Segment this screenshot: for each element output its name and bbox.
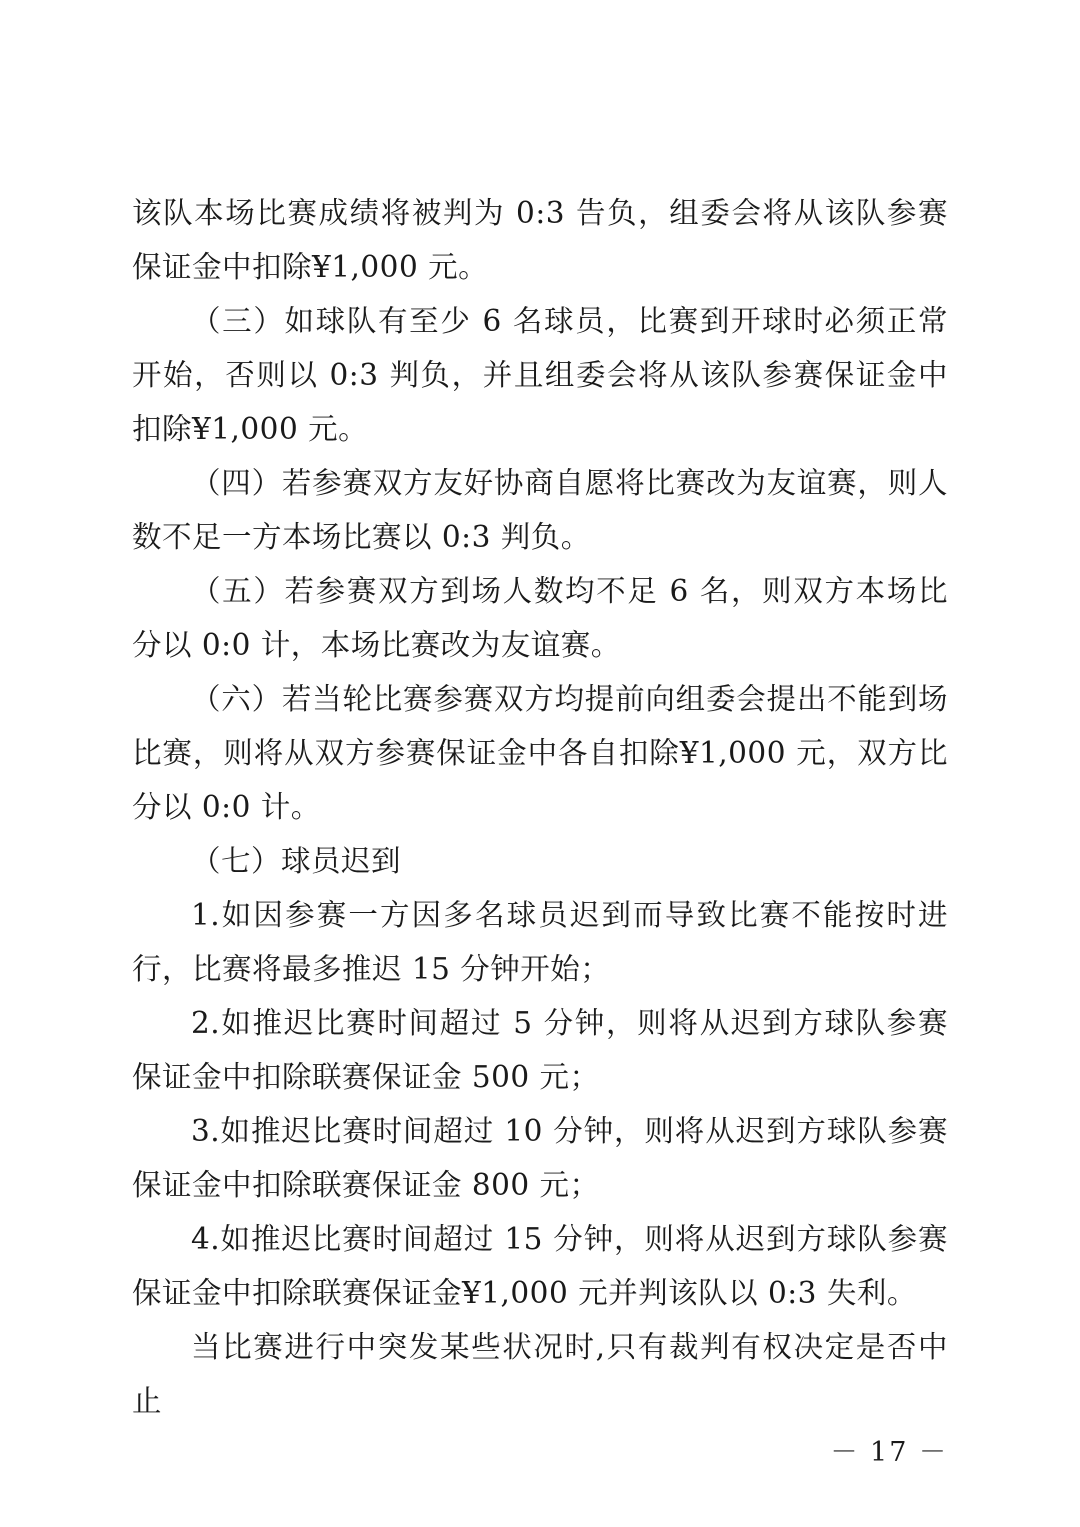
- paragraph: （六）若当轮比赛参赛双方均提前向组委会提出不能到场比赛，则将从双方参赛保证金中各自扣除¥1,000 元，双方比分以 0:0 计。: [132, 682, 948, 824]
- paragraph: （四）若参赛双方友好协商自愿将比赛改为友谊赛，则人数不足一方本场比赛以 0:3 判负。: [132, 466, 948, 554]
- paragraph: （七）球员迟到: [191, 844, 402, 878]
- paragraph: 2.如推迟比赛时间超过 5 分钟，则将从迟到方球队参赛保证金中扣除联赛保证金 500 元；: [132, 1006, 948, 1094]
- paragraph: 4.如推迟比赛时间超过 15 分钟，则将从迟到方球队参赛保证金中扣除联赛保证金¥1,000 元并判该队以 0:3 失利。: [132, 1222, 948, 1310]
- paragraph: 该队本场比赛成绩将被判为 0:3 告负，组委会将从该队参赛保证金中扣除¥1,000 元。: [132, 196, 948, 284]
- paragraph: （三）如球队有至少 6 名球员，比赛到开球时必须正常开始，否则以 0:3 判负，并且组委会将从该队参赛保证金中扣除¥1,000 元。: [132, 304, 948, 446]
- paragraph: （五）若参赛双方到场人数均不足 6 名，则双方本场比分以 0:0 计，本场比赛改为友谊赛。: [132, 574, 948, 662]
- paragraph: 1.如因参赛一方因多名球员迟到而导致比赛不能按时进行，比赛将最多推迟 15 分钟开始；: [132, 898, 948, 986]
- paragraph: 当比赛进行中突发某些状况时,只有裁判有权决定是否中止: [132, 1330, 948, 1418]
- document-body: [132, 186, 948, 1428]
- page-number: － 17 －: [830, 1437, 948, 1468]
- paragraph: 3.如推迟比赛时间超过 10 分钟，则将从迟到方球队参赛保证金中扣除联赛保证金 800 元；: [132, 1114, 948, 1202]
